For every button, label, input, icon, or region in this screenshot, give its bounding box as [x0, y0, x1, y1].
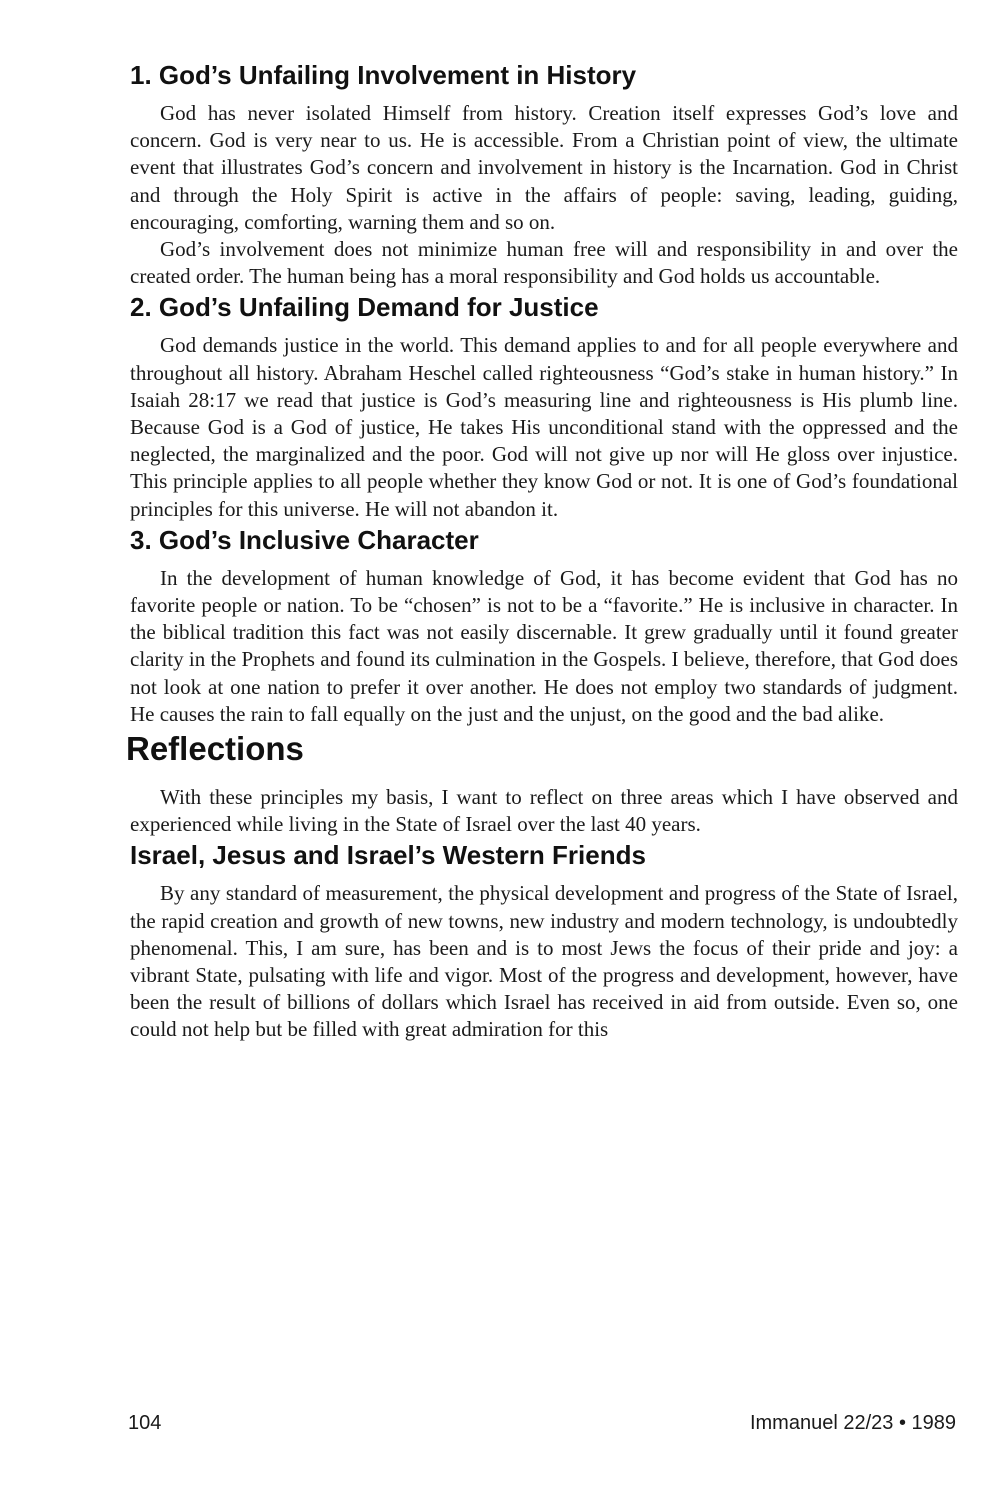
section-2-paragraph-1: God demands justice in the world. This demand applies to and for all people everywhere and throughout all history. Abraham Heschel called righteousness “God’s stake in human history.” In Isaiah 28:17 we read that justice is God’s measuring line and righteousness is His plumb line. Because God is a God of justice, He takes His unconditional stand with the oppressed and the neglected, the marginalized and the poor. God will not give up nor will He gloss over injustice. This principle applies to all people whether they know God or not. It is one of God’s foundational principles for this universe. He will not abandon it.	[130, 333, 958, 521]
page-number: 104	[128, 1412, 162, 1434]
subsection-paragraph: By any standard of measurement, the physical development and progress of the State of Israel, the rapid creation and growth of new towns, new industry and modern technology, is undoubtedly phenomenal. This, I am sure, has been and is to most Jews the focus of their pride and joy: a vibrant State, pulsating with life and vigor. Most of the progress and development, however, have been the result of billions of dollars which Israel has received in aid from outside. Even so, one could not help but be filled with great admiration for this	[130, 881, 958, 1042]
section-3-paragraph-1: In the development of human knowledge of God, it has become evident that God has no favorite people or nation. To be “chosen” is not to be a “favorite.” He is inclusive in character. In the biblical tradition this fact was not easily discernable. It grew gradually until it found greater clarity in the Prophets and found its culmination in the Gospels. I believe, therefore, that God does not look at one nation to prefer it over another. He does not employ two standards of judgment. He causes the rain to fall equally on the just and the unjust, on the good and the bad alike.	[130, 565, 958, 726]
reflections-paragraph: With these principles my basis, I want to reflect on three areas which I have observed and experienced while living in the State of Israel over the last 40 years.	[130, 785, 958, 837]
section-2-heading: 2. God’s Unfailing Demand for Justice	[130, 292, 599, 323]
section-3-heading: 3. God’s Inclusive Character	[130, 524, 479, 555]
section-1-paragraph-1: God has never isolated Himself from history. Creation itself expresses God’s love and concern. God is very near to us. He is accessible. From a Christian point of view, the ultimate event that illustrates God’s concern and involvement in history is the Incarnation. God in Christ and through the Holy Spirit is active in the affairs of people: saving, leading, guiding, encouraging, comforting, warning them and so on.	[130, 101, 958, 234]
document-page	[126, 58, 958, 1044]
section-1-heading: 1. God’s Unfailing Involvement in History	[130, 60, 637, 90]
publication-info: Immanuel 22/23 • 1989	[749, 1412, 956, 1434]
section-1-paragraph-2: God’s involvement does not minimize human free will and responsibility in and over the created order. The human being has a moral responsibility and God holds us accountable.	[130, 237, 958, 289]
subsection-heading: Israel, Jesus and Israel’s Western Friends	[130, 840, 646, 871]
reflections-heading: Reflections	[126, 730, 304, 768]
